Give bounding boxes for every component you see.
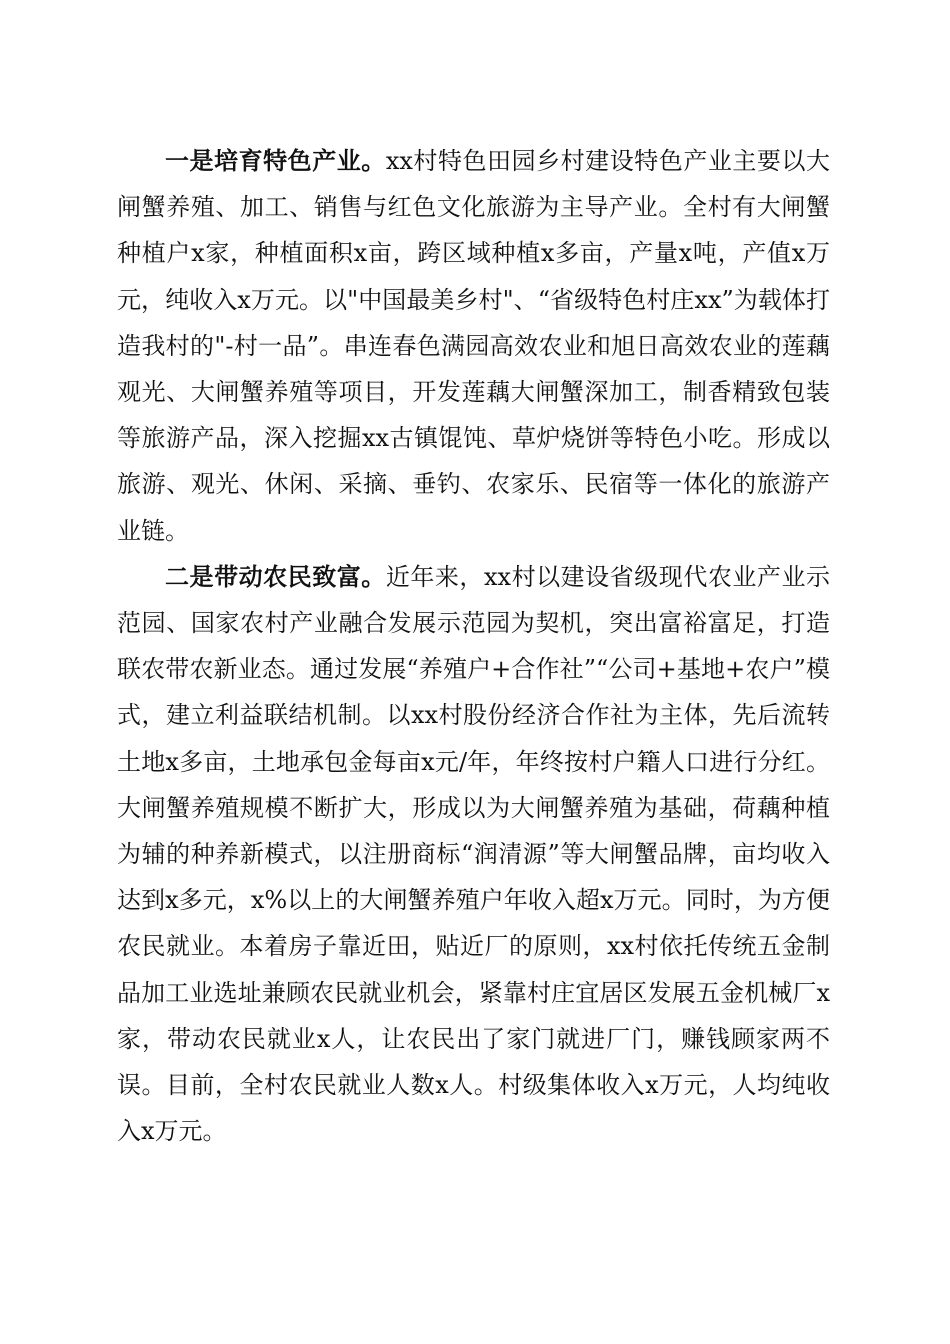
paragraph-1-body: xx村特色田园乡村建设特色产业主要以大闸蟹养殖、加工、销售与红色文化旅游为主导产业。全村有大闸蟹种植户x家，种植面积x亩，跨区域种植x多亩，产量x吨，产值x万元，纯收入x万元。以"中国最美乡村"、“省级特色村庄xx”为载体打造我村的"-村一品”。串连春色满园高效农业和旭日高效农业的莲藕观光、大闸蟹养殖等项目，开发莲藕大闸蟹深加工，制香精致包装等旅游产品，深入挖掘xx古镇馄饨、草炉烧饼等特色小吃。形成以旅游、观光、休闲、采摘、垂钓、农家乐、民宿等一体化的旅游产业链。 [117,147,830,545]
document-body [117,138,830,1154]
paragraph-2-body: 近年来，xx村以建设省级现代农业产业示范园、国家农村产业融合发展示范园为契机，突出富裕富足，打造联农带农新业态。通过发展“养殖户+合作社”“公司+基地+农户”模式，建立利益联结机制。以xx村股份经济合作社为主体，先后流转土地x多亩，土地承包金每亩x元/年，年终按村户籍人口进行分红。大闸蟹养殖规模不断扩大，形成以为大闸蟹养殖为基础，荷藕种植为辅的种养新模式，以注册商标“润清源”等大闸蟹品牌，亩均收入达到x多元，x%以上的大闸蟹养殖户年收入超x万元。同时，为方便农民就业。本着房子靠近田，贴近厂的原则，xx村依托传统五金制品加工业选址兼顾农民就业机会，紧靠村庄宜居区发展五金机械厂x家，带动农民就业x人，让农民出了家门就进厂门，赚钱顾家两不误。目前，全村农民就业人数x人。村级集体收入x万元，人均纯收入x万元。 [117,562,830,1146]
paragraph-1-lead: 一是培育特色产业。 [165,146,386,175]
paragraph-2-lead: 二是带动农民致富。 [165,561,386,591]
paragraph-1 [117,138,830,554]
paragraph-2 [117,554,830,1155]
